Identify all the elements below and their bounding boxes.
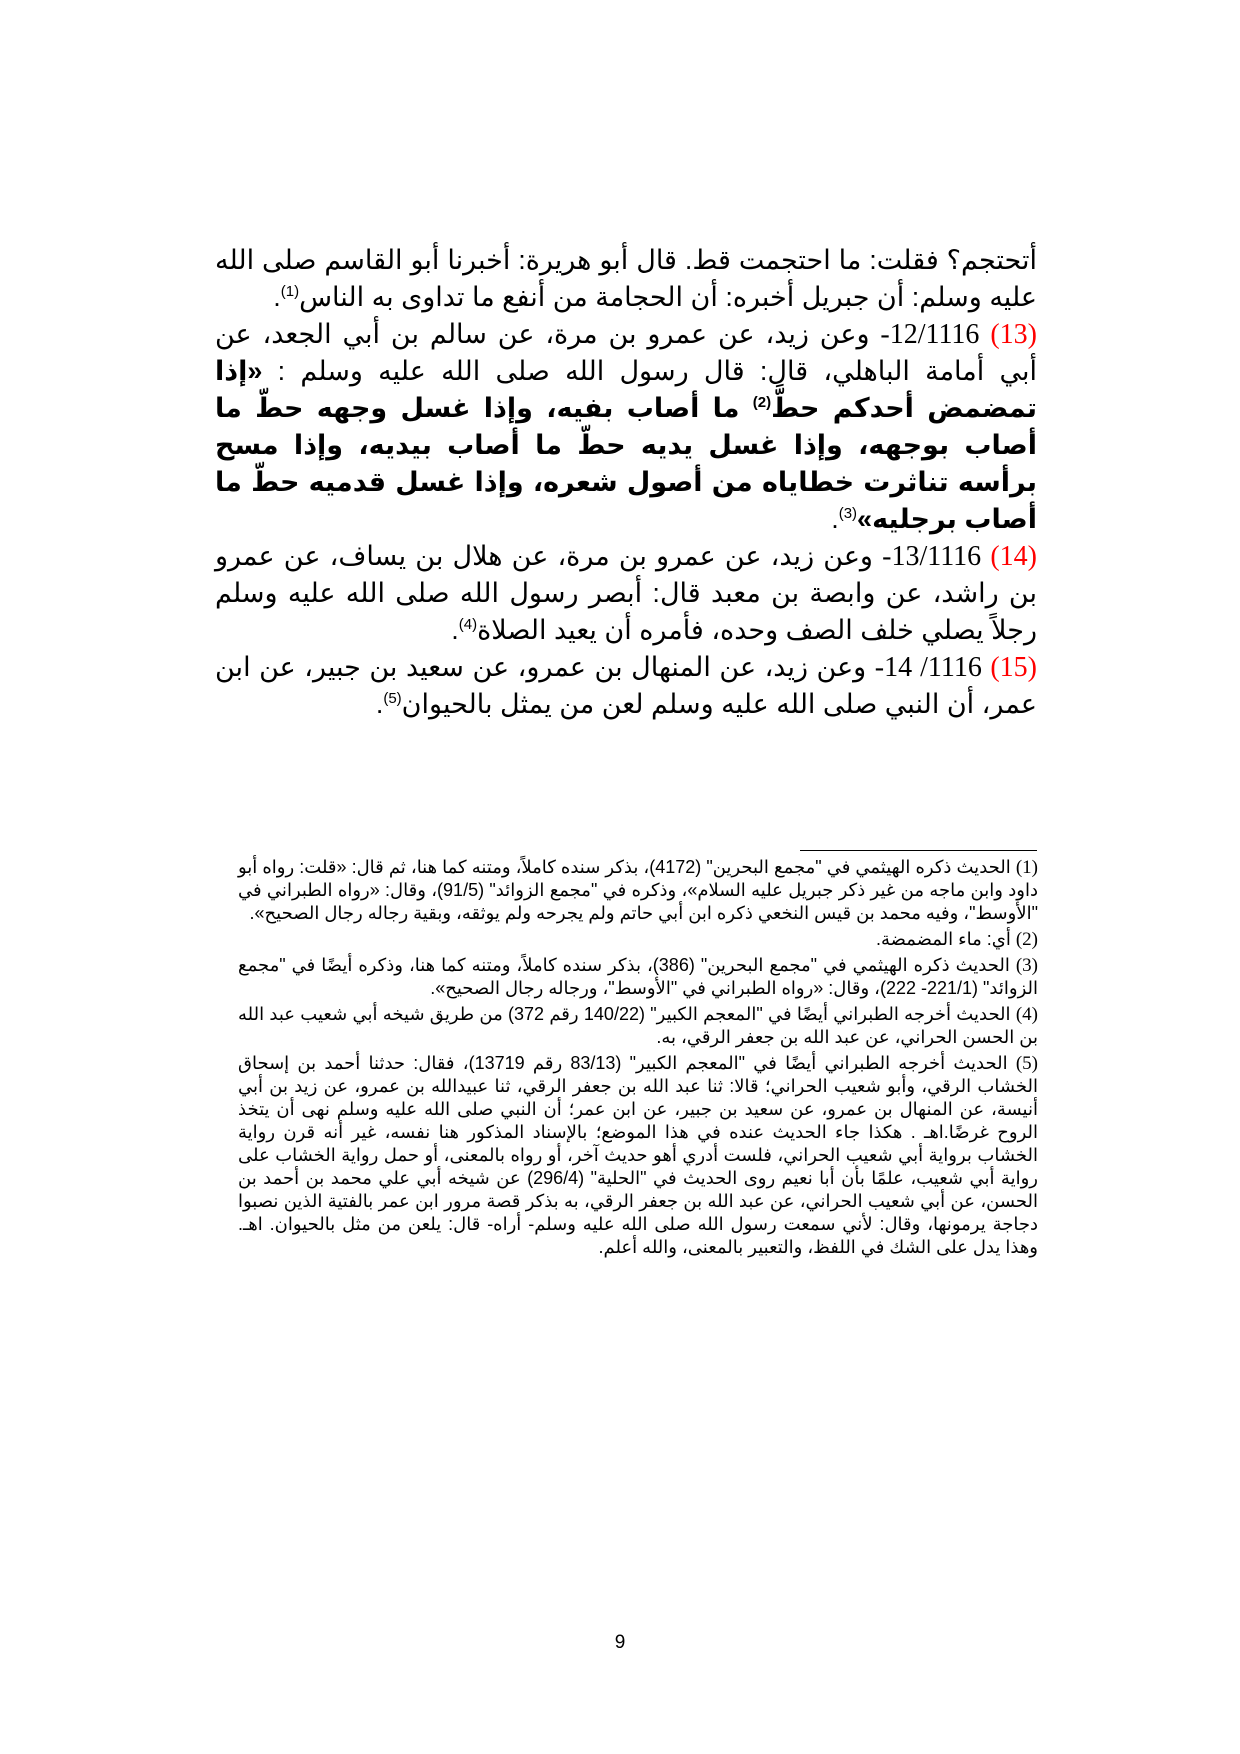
hadith-13: (13) 12/1116- وعن زيد، عن عمرو بن مرة، عن سالم بن أبي الجعد، عن أبي أمامة الباهلي، قال: قال رسول الله صلى الله عليه وسلم : «إذا تمضمض أحدكم حطَّ$^{(2)}$ ما أصاب بفيه، وإذا غسل وجهه حطّ ما أصاب بوجهه، وإذا غسل يديه حطّ ما أصاب بيديه، وإذا مسح برأسه تناثرت خطاياه من أصول شعره، وإذا غسل قدميه حطّ ما أصاب برجليه»$^{(3)}$. (215, 319, 1037, 534)
footnote-text: الحديث ذكره الهيثمي في "مجمع البحرين" (4172)، بذكر سنده كاملاً، ومتنه كما هنا، ثم قال: «قلت: رواه أبو داود وابن ماجه من غير ذكر جبريل عليه السلام»، وذكره في "مجمع الزوائد" (91/5)، وقال: «رواه الطبراني في "الأوسط"، وفيه محمد بن قيس النخعي ذكره ابن أبي حاتم ولم يجرحه ولم يوثقه، وبقية رجاله رجال الصحيح». (238, 857, 1039, 923)
footnote-text: الحديث ذكره الهيثمي في "مجمع البحرين" (386)، بذكر سنده كاملاً، ومتنه كما هنا، وذكره أيضًا في "مجمع الزوائد" (221/1- 222)، وقال: «رواه الطبراني في "الأوسط"، ورجاله رجال الصحيح». (238, 955, 1038, 998)
paragraph-text: أتحتجم؟ فقلت: ما احتجمت قط. قال أبو هريرة: أخبرنا أبو القاسم صلى الله عليه وسلم: أن جبريل أخبره: أن الحجامة من أنفع ما تداوى به الناس (215, 245, 1037, 312)
footnote-separator (800, 850, 1037, 851)
footnote-number: (2) (1015, 929, 1038, 950)
footnote-marker: (2) (752, 394, 772, 411)
footnote-5 (238, 1052, 1038, 1259)
hadith-text: وعن زيد، عن عمرو بن مرة، عن هلال بن يساف، عن عمرو بن راشد، عن وابصة بن معبد قال: أبصر رسول الله صلى الله عليه وسلم رجلاً يصلي خلف الصف وحده، فأمره أن يعيد الصلاة (215, 541, 1037, 645)
hadith-reference: 13/1116- (882, 541, 982, 572)
footnote-2 (238, 928, 1038, 951)
hadith-reference: 1116/ 14- (874, 652, 982, 683)
footnote-text: الحديث أخرجه الطبراني أيضًا في "المعجم الكبير" (83/13 رقم 13719)، فقال: حدثنا أحمد بن إسحاق الخشاب الرقي، وأبو شعيب الحراني؛ قالا: ثنا عبد الله بن جعفر الرقي، ثنا عبيدالله بن عمرو، عن زيد بن أبي أنيسة، عن المنهال بن عمرو، عن سعيد بن جبير، عن ابن عمر؛ أن النبي صلى الله عليه وسلم نهى أن يتخذ الروح غرضًا.اهـ . هكذا جاء الحديث عنده في هذا الموضع؛ بالإسناد المذكور هنا نفسه، غير أنه قرن رواية الخشاب برواية أبي شعيب الحراني، فلست أدري أهو حديث آخر، أو رواه بالمعنى، أو حمل رواية الخشاب على رواية أبي شعيب، علمًا بأن أبا نعيم روى الحديث في "الحلية" (296/4) عن شيخه أبي علي محمد بن أحمد بن الحسن، عن أبي شعيب الحراني، عن عبد الله بن جعفر الرقي، به بذكر قصة مرور ابن عمر بالفتية الذين نصبوا دجاجة يرمونها، وقال: لأني سمعت رسول الله صلى الله عليه وسلم- أراه- قال: يلعن من مثل بالحيوان. اهـ. وهذا يدل على الشك في اللفظ، والتعبير بالمعنى، والله أعلم. (238, 1053, 1038, 1257)
footnote-number: (1) (1015, 857, 1038, 878)
footnote-marker: (1) (280, 283, 300, 300)
hadith-reference: 12/1116- (880, 319, 980, 350)
hadith-number: (15) (990, 652, 1037, 683)
footnote-4 (238, 1003, 1038, 1049)
hadith-14: (14) 13/1116- وعن زيد، عن عمرو بن مرة، عن هلال بن يساف، عن عمرو بن راشد، عن وابصة بن معبد قال: أبصر رسول الله صلى الله عليه وسلم رجلاً يصلي خلف الصف وحده، فأمره أن يعيد الصلاة$^{(4)}$. (215, 541, 1037, 645)
page-number: 9 (614, 1632, 626, 1653)
hadith-15: (15) 1116/ 14- وعن زيد، عن المنهال بن عمرو، عن سعيد بن جبير، عن ابن عمر، أن النبي صلى الله عليه وسلم لعن من يمثل بالحيوان$^{(5)}$. (215, 652, 1037, 719)
hadith-chain: وعن زيد، عن عمرو بن مرة، عن سالم بن أبي الجعد، عن أبي أمامة الباهلي، قال: قال رسول الله صلى الله عليه وسلم : (215, 319, 1037, 386)
hadith-text: وعن زيد، عن المنهال بن عمرو، عن سعيد بن جبير، عن ابن عمر، أن النبي صلى الله عليه وسلم لعن من يمثل بالحيوان (215, 652, 1037, 719)
footnote-marker: (3) (838, 505, 858, 522)
hadith-number: (13) (990, 319, 1037, 350)
footnote-text: الحديث أخرجه الطبراني أيضًا في "المعجم الكبير" (140/22 رقم 372) من طريق شيخه أبي شعيب عبد الله بن الحسن الحراني، عن عبد الله بن جعفر الرقي، به. (238, 1004, 1038, 1047)
hadith-number: (14) (990, 541, 1037, 572)
paragraph-continuation: أتحتجم؟ فقلت: ما احتجمت قط. قال أبو هريرة: أخبرنا أبو القاسم صلى الله عليه وسلم: أن جبريل أخبره: أن الحجامة من أنفع ما تداوى به الناس$^{(1)}$. (215, 245, 1037, 312)
hadith-matn-start: «إذا تمضمض أحدكم حطَّ (215, 356, 1037, 423)
footnote-number: (5) (1015, 1053, 1038, 1074)
footnote-number: (4) (1015, 1004, 1038, 1025)
footnote-1 (238, 856, 1038, 925)
footnotes (238, 854, 1038, 1262)
footnote-marker: (4) (458, 616, 478, 633)
hadith-matn: ما أصاب بفيه، وإذا غسل وجهه حطّ ما أصاب بوجهه، وإذا غسل يديه حطّ ما أصاب بيديه، وإذا مسح برأسه تناثرت خطاياه من أصول شعره، وإذا غسل قدميه حطّ ما أصاب برجليه» (215, 393, 1037, 534)
footnote-3 (238, 954, 1038, 1000)
footnote-text: أي: ماء المضمضة. (875, 929, 1011, 949)
footnote-marker: (5) (383, 690, 402, 707)
footnote-number: (3) (1015, 955, 1038, 976)
main-text (215, 242, 1037, 723)
